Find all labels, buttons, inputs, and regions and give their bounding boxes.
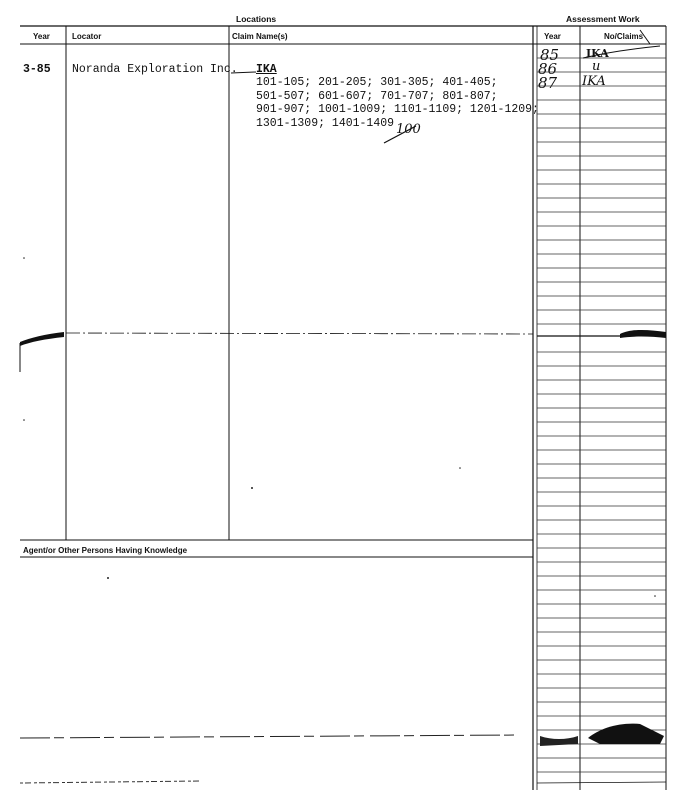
aw-year-column-header: Year bbox=[544, 32, 561, 41]
assessment-year: 87 bbox=[538, 74, 558, 92]
claim-names-column-header: Claim Name(s) bbox=[232, 32, 288, 41]
claim-line: 1301-1309; 1401-1409 bbox=[256, 116, 395, 130]
locator-column-header: Locator bbox=[72, 32, 102, 41]
year-column-header: Year bbox=[33, 32, 50, 41]
locations-header: Locations bbox=[236, 14, 277, 24]
claim-line: 501-507; 601-607; 701-707; 801-807; bbox=[256, 89, 498, 103]
assessment-year: 85 bbox=[540, 46, 560, 64]
claim-count-note: 100 bbox=[396, 122, 421, 137]
assessment-year: 86 bbox=[538, 60, 558, 78]
assessment-rows bbox=[537, 58, 666, 772]
claim-line: 101-105; 201-205; 301-305; 401-405; bbox=[256, 76, 498, 89]
record-year: 3-85 bbox=[23, 63, 51, 76]
claim-line: 901-907; 1001-1009; 1101-1109; 1201-1209; bbox=[256, 103, 539, 116]
assessment-claims: u bbox=[592, 59, 601, 74]
agent-section-label: Agent/or Other Persons Having Knowledge bbox=[23, 546, 188, 555]
assessment-claims: IKA bbox=[586, 47, 609, 60]
assessment-claims: IKA bbox=[582, 74, 606, 89]
aw-no-claims-column-header: No/Claims bbox=[604, 32, 644, 41]
assessment-work-header: Assessment Work bbox=[566, 14, 640, 24]
claim-group-name: IKA bbox=[256, 63, 277, 76]
record-locator: Noranda Exploration Inc. bbox=[72, 63, 238, 76]
